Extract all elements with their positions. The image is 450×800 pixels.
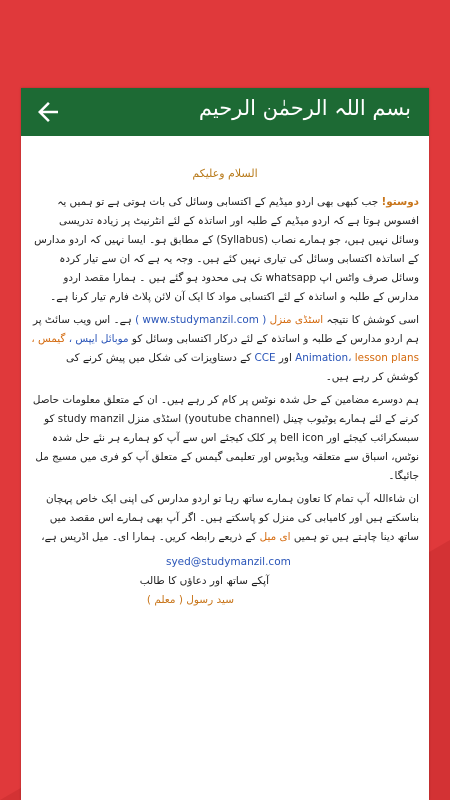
website-text-b: ہے۔ اس ویب سائٹ پر ہم اردو مدارس کے طلبہ و اساتذہ کے لئے درکار اکتسابی وسائل کو — [33, 314, 419, 345]
animation-link[interactable]: Animation، — [295, 352, 352, 364]
contact-text-b: کے ذریعے رابطہ کریں۔ ہمارا ای۔ میل اڈریس ہے، — [41, 531, 257, 543]
arrow-left-icon — [33, 97, 63, 127]
brand-name: اسٹڈی منزل — [269, 314, 324, 326]
paragraph-intro — [31, 193, 419, 307]
games-link[interactable]: گیمس ، — [31, 333, 66, 345]
back-button[interactable] — [33, 97, 63, 127]
apps-link[interactable]: موبائل ایپس ، — [68, 333, 129, 345]
paragraph-website — [31, 311, 419, 387]
intro-text: جب کبھی بھی اردو میڈیم کے اکتسابی وسائل کی بات ہوتی ہے تو ہمیں یہ افسوس ہوتا ہے کہ اردو میڈیم کے طلبہ اور اساتذہ کے لئے انٹرنیٹ پر زیادہ تدریسی وسائل نہیں ہیں، جو ہمارے نصاب (Syllabus) کے مطابق ہو۔ ایسا نہیں کہ اردو مدارس کے اساتذہ اکتسابی وسائل کی تیاری نہیں کئے ہیں۔ وجہ یہ ہے کہ ان سے تیار کردہ وسائل صرف واٹس اپ whatsapp تک ہی محدود ہو گئے ہیں ۔ ہمارا مقصد اردو مدارس کے طلبہ و اساتذہ کے لئے اکتسابی مواد کا ایک آن لائن پلاٹ فارم تیار کرنا ہے۔ — [34, 196, 419, 303]
article-body — [31, 148, 419, 800]
website-text-d: کے دستاویزات کی شکل میں پیش کرنے کی کوشش کر رہے ہیں۔ — [66, 352, 419, 383]
page-title: بسم اللہ الرحمٰن الرحیم — [198, 96, 411, 120]
content-card — [21, 88, 429, 800]
greeting: السلام وعلیکم — [192, 167, 258, 180]
email-keyword: ای میل — [259, 531, 291, 543]
closing-line: آپکے ساتھ اور دعاؤں کا طالب — [139, 575, 269, 587]
website-link[interactable]: ( www.studymanzil.com ) — [135, 314, 267, 326]
lesson-plans-link[interactable]: lesson plans — [354, 352, 419, 364]
website-text-a: اسی کوشش کا نتیجہ — [326, 314, 419, 326]
intro-lead: دوستو! — [381, 196, 419, 208]
contact-text-a: ان شاءاللہ آپ تمام کا تعاون ہمارے ساتھ رہا تو اردو مدارس کی اپنی ایک خاص پہچان بناسکتے ہیں اور کامیابی کی منزل کو پاسکتے ہیں۔ اگر آپ بھی ہمارے اس مقصد میں ساتھ دینا چاہتے ہیں تو ہمیں — [46, 493, 419, 543]
paragraph-youtube: ہم دوسرے مضامین کے حل شدہ نوٹس پر کام کر رہے ہیں۔ ان کے متعلق معلومات حاصل کرنے کے لئے ہمارے یوٹیوب چینل (youtube channel) اسٹڈی منزل study manzil کو سبسکرائب کیجئے اور bell icon پر کلک کیجئے اس سے آپ کو ہمارے ہر نئے حل شدہ نوٹس، اسباق سے متعلقہ ویڈیوس اور تعلیمی گیمس کے متعلق آپ کو فری میں مسیج مل جائیگا۔ — [32, 394, 419, 482]
email-link[interactable]: syed@studymanzil.com — [166, 556, 291, 568]
website-text-c: اور — [278, 352, 292, 364]
paragraph-contact — [31, 490, 419, 547]
signature: سید رسول ( معلم ) — [146, 594, 234, 606]
cce-link[interactable]: CCE — [254, 352, 276, 364]
app-bar — [21, 88, 429, 136]
